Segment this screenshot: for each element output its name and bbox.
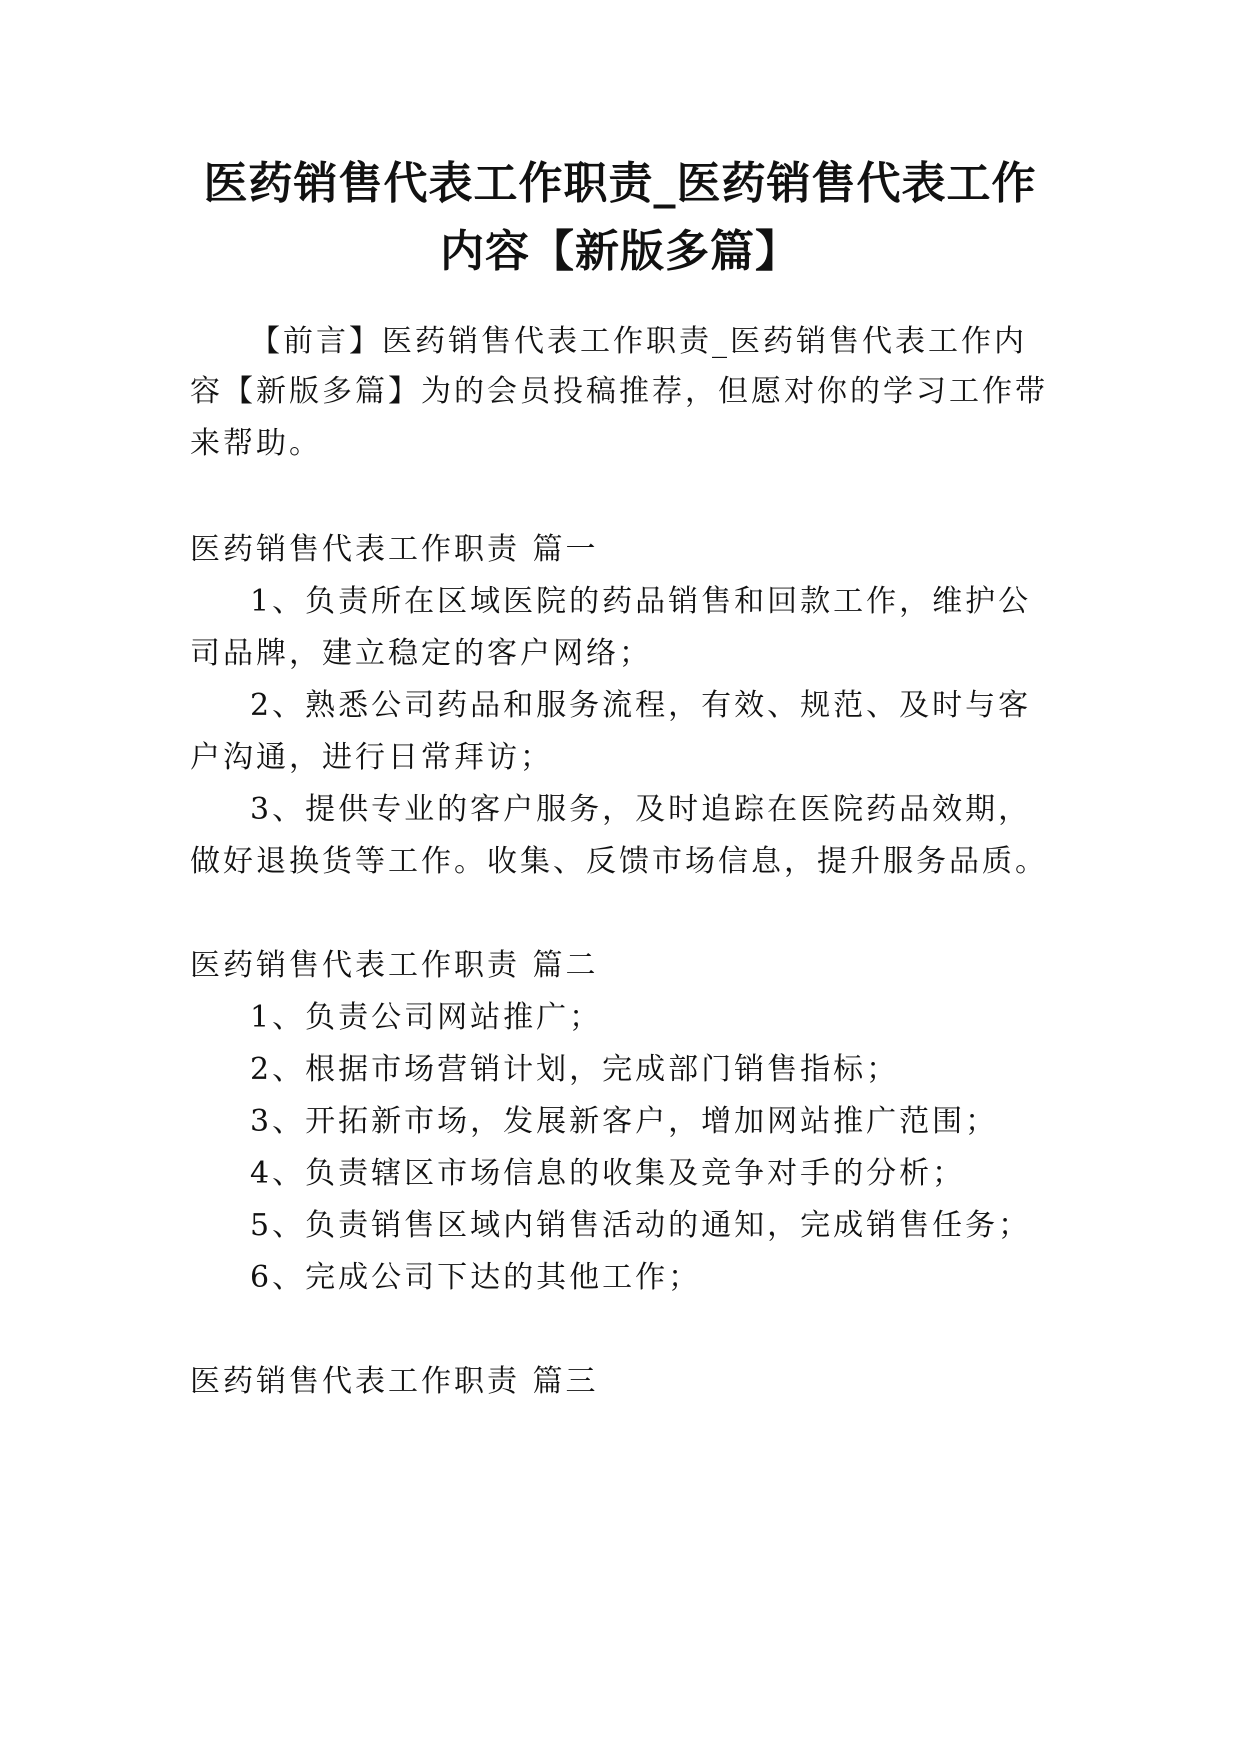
section2-item-4: 4、负责辖区市场信息的收集及竞争对手的分析； [250,1156,966,1191]
preface-line-1: 【前言】医药销售代表工作职责_医药销售代表工作内 [250,324,1027,359]
title-line-1: 医药销售代表工作职责_医药销售代表工作 [203,158,1037,209]
document-title [150,150,1090,286]
title-line-2: 内容【新版多篇】 [440,226,800,277]
section2-item-2: 2、根据市场营销计划，完成部门销售指标； [250,1052,900,1087]
section1-item2-line2: 户沟通，进行日常拜访； [190,740,553,775]
section2-item-5: 5、负责销售区域内销售活动的通知，完成销售任务； [250,1208,1032,1243]
section2-item-6: 6、完成公司下达的其他工作； [250,1260,702,1295]
preface-line-2: 容【新版多篇】为的会员投稿推荐，但愿对你的学习工作带 [190,374,1048,409]
section2-item-1: 1、负责公司网站推广； [250,1000,603,1035]
section-heading-3: 医药销售代表工作职责 篇三 [190,1364,599,1399]
section1-item2-line1: 2、熟悉公司药品和服务流程，有效、规范、及时与客 [250,688,1032,723]
preface-line-3: 来帮助。 [190,426,322,461]
section1-item3-line2: 做好退换货等工作。收集、反馈市场信息，提升服务品质。 [190,844,1048,879]
section1-item3-line1: 3、提供专业的客户服务，及时追踪在医院药品效期， [250,792,1032,827]
section2-item-3: 3、开拓新市场，发展新客户，增加网站推广范围； [250,1104,999,1139]
section1-item1-line1: 1、负责所在区域医院的药品销售和回款工作，维护公 [250,584,1032,619]
section-heading-2: 医药销售代表工作职责 篇二 [190,948,599,983]
section-heading-1: 医药销售代表工作职责 篇一 [190,532,599,567]
section1-item1-line2: 司品牌，建立稳定的客户网络； [190,636,652,671]
